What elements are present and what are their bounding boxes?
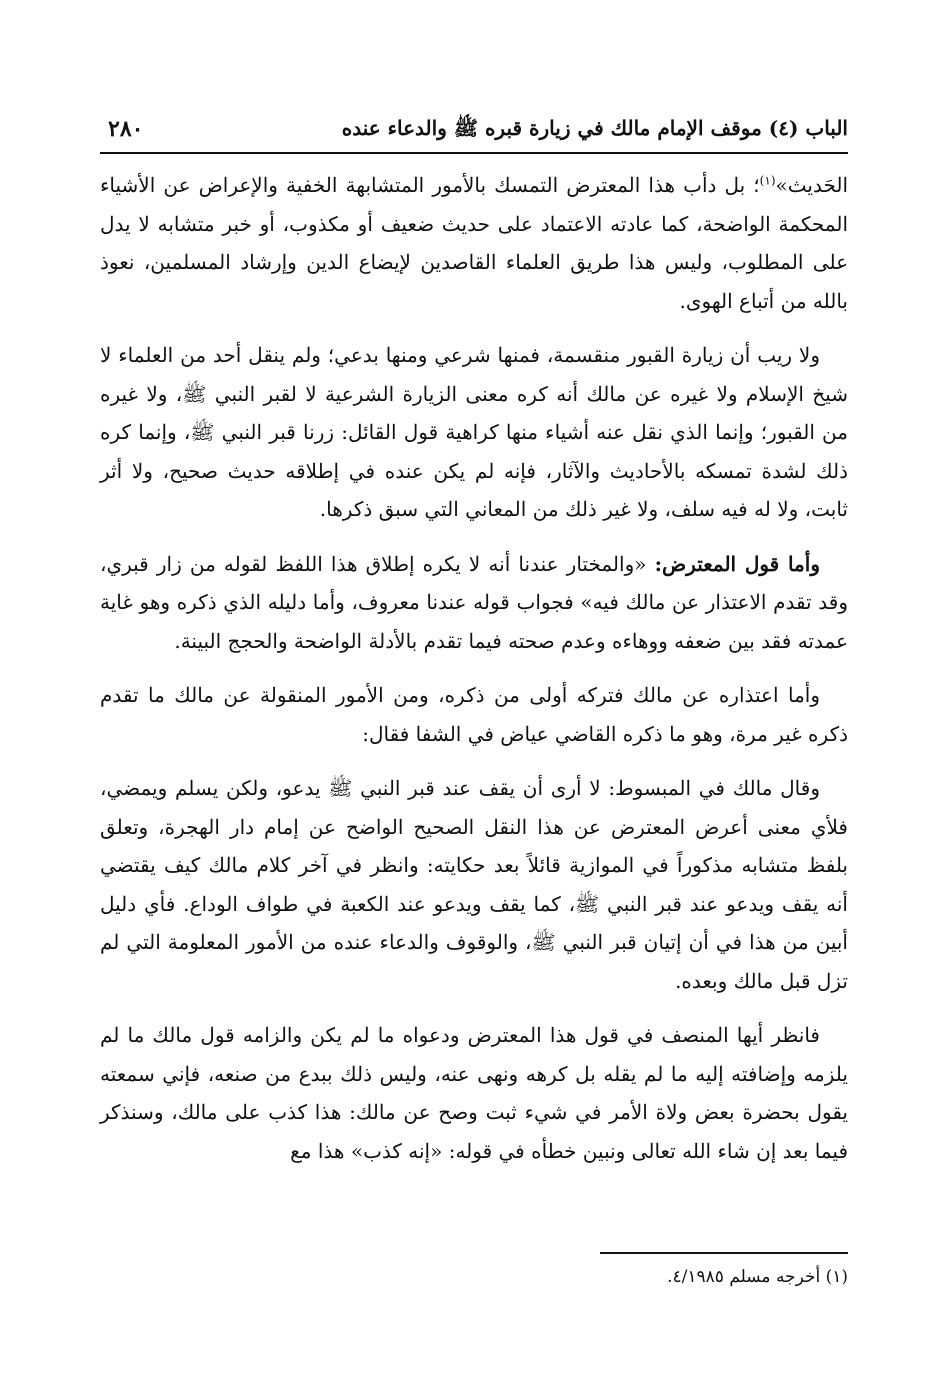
paragraph-6: فانظر أيها المنصف في قول هذا المعترض ودعواه ما لم يكن والزامه قول مالك ما لم يلزمه وإضافته إليه ما لم يقله بل كرهه ونهى عنه، وليس ذلك ببدع من صنعه، فإني سمعته يقول بحضرة بعض ولاة الأمر في شيء ثبت وصح عن مالك: هذا كذب على مالك، وسنذكر فيما بعد إن شاء الله تعالى ونبين خطأه في قوله: «إنه كذب» هذا مع — [100, 1023, 848, 1163]
page-number: ٢٨٠ — [108, 116, 144, 142]
paragraph-1-opening: الحَديث» — [775, 173, 848, 197]
running-header — [100, 112, 848, 146]
paragraph-3-text: «والمختار عندنا أنه لا يكره إطلاق هذا اللفظ لقوله من زار قبري، وقد تقدم الاعتذار عن مالك فيه» فجواب قوله عندنا معروف، وأما دليله الذي ذكره وهو غاية عمدته فقد بين ضعفه ووهاءه وعدم صحته فيما تقدم بالأدلة الواضحة والحجج البينة. — [100, 551, 848, 653]
paragraph-2: ولا ريب أن زيارة القبور منقسمة، فمنها شرعي ومنها بدعي؛ ولم ينقل أحد من العلماء لا شيخ الإسلام ولا غيره عن مالك أنه كره معنى الزيارة الشرعية لا لقبر النبي ﷺ، ولا غيره من القبور؛ وإنما الذي نقل عنه أشياء منها كراهية قول القائل: زرنا قبر النبي ﷺ، وإنما كره ذلك لشدة تمسكه بالأحاديث والآثار، فإنه لم يكن عنده في إطلاقه حديث صحيح، ولا أثر ثابت، ولا له فيه سلف، ولا غير ذلك من المعاني التي سبق ذكرها. — [100, 343, 848, 521]
paragraph-5: وقال مالك في المبسوط: لا أرى أن يقف عند قبر النبي ﷺ يدعو، ولكن يسلم ويمضي، فلأي معنى أعرض المعترض عن هذا النقل الصحيح الواضح عن إمام دار الهجرة، وتعلق بلفظ متشابه مذكوراً في الموازية قائلاً بعد حكايته: وانظر في آخر كلام مالك كيف يقتضي أنه يقف ويدعو عند قبر النبي ﷺ، كما يقف ويدعو عند الكعبة في طواف الوداع. فأي دليل أبين من هذا في أن إتيان قبر النبي ﷺ، والوقوف والدعاء عنده من الأمور المعلومة التي لم تزل قبل مالك وبعده. — [100, 776, 848, 993]
footnote-divider — [600, 1252, 848, 1254]
paragraph-4: وأما اعتذاره عن مالك فتركه أولى من ذكره، ومن الأمور المنقولة عن مالك ما تقدم ذكره غير مرة، وهو ما ذكره القاضي عياض في الشفا فقال: — [100, 683, 848, 746]
footnote-reference: (١) — [759, 173, 776, 188]
paragraph-1 — [100, 166, 848, 320]
paragraph-3-lead: وأما قول المعترض: — [654, 551, 820, 576]
chapter-title: الباب (٤) موقف الإمام مالك في زيارة قبره ﷺ والدعاء عنده — [341, 116, 848, 140]
paragraph-3 — [100, 545, 848, 661]
main-text — [100, 166, 848, 1186]
footnote: (١) أخرجه مسلم ٤/١٩٨٥. — [667, 1267, 848, 1287]
header-divider — [100, 152, 848, 154]
paragraph-1-text: ؛ بل دأب هذا المعترض التمسك بالأمور المتشابهة الخفية والإعراض عن الأشياء المحكمة الواضحة، كما عادته الاعتماد على حديث ضعيف أو مكذوب، أو خبر متشابه لا يدل على المطلوب، وليس هذا طريق العلماء القاصدين لإيضاع الدين وإرشاد المسلمين، نعوذ بالله من أتباع الهوى. — [100, 173, 848, 313]
